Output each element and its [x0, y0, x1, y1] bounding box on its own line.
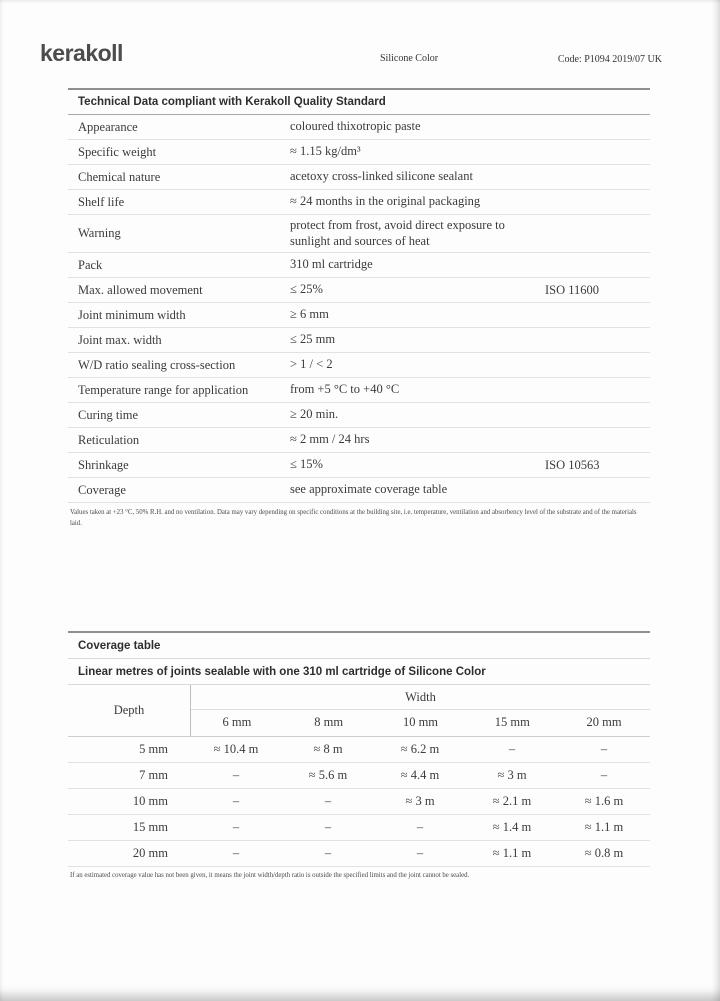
width-group-header: Width — [191, 685, 650, 710]
property-value: ≤ 15% — [290, 457, 323, 472]
coverage-value: ≈ 3 m — [405, 794, 435, 808]
width-column-header: 15 mm — [494, 715, 530, 729]
width-columns-group — [190, 685, 650, 736]
property-label: Shrinkage — [78, 457, 129, 472]
technical-data-row — [68, 428, 650, 453]
depth-value: 7 mm — [139, 768, 168, 782]
technical-data-row — [68, 115, 650, 140]
property-label: Coverage — [78, 482, 126, 497]
coverage-value: ≈ 5.6 m — [308, 768, 348, 782]
property-value: coloured thixotropic paste — [290, 119, 421, 134]
coverage-value: – — [232, 794, 240, 808]
coverage-value: ≈ 1.6 m — [584, 794, 624, 808]
technical-data-row — [68, 328, 650, 353]
technical-data-row — [68, 378, 650, 403]
coverage-table-section — [68, 631, 650, 879]
property-label: Joint max. width — [78, 332, 162, 347]
property-value: acetoxy cross-linked silicone sealant — [290, 169, 473, 184]
coverage-value: – — [416, 846, 424, 860]
standard-reference: ISO 10563 — [545, 457, 600, 472]
property-label: W/D ratio sealing cross-section — [78, 357, 236, 372]
coverage-value: – — [324, 794, 332, 808]
width-subheaders — [191, 710, 650, 736]
coverage-footnote: If an estimated coverage value has not been given, it means the joint width/depth ratio is outside the specified limits and the joint cannot be sealed. — [70, 872, 470, 879]
standard-reference: ISO 11600 — [545, 282, 600, 297]
technical-data-row — [68, 303, 650, 328]
coverage-table-title: Coverage table — [68, 631, 650, 659]
property-label: Curing time — [78, 407, 139, 422]
property-value: see approximate coverage table — [290, 482, 448, 497]
property-label: Chemical nature — [78, 169, 161, 184]
property-value: 310 ml cartridge — [290, 257, 373, 272]
technical-data-row — [68, 353, 650, 378]
property-label: Specific weight — [78, 144, 157, 159]
property-label: Reticulation — [78, 432, 140, 447]
width-column-header: 20 mm — [586, 715, 622, 729]
coverage-value: – — [324, 820, 332, 834]
coverage-value: ≈ 4.4 m — [400, 768, 440, 782]
coverage-row — [68, 763, 650, 789]
document-code: Code: P1094 2019/07 UK — [557, 54, 662, 65]
property-label: Shelf life — [78, 194, 125, 209]
property-label: Pack — [78, 257, 103, 272]
property-value: ≥ 6 mm — [290, 307, 329, 322]
technical-data-row — [68, 140, 650, 165]
document-header — [40, 42, 662, 65]
coverage-value: ≈ 1.4 m — [492, 820, 532, 834]
coverage-row — [68, 815, 650, 841]
coverage-value: – — [508, 742, 516, 756]
property-value: protect from frost, avoid direct exposure to sunlight and sources of heat — [290, 218, 505, 248]
coverage-value: – — [324, 846, 332, 860]
width-column-header: 6 mm — [222, 715, 252, 729]
coverage-value: – — [232, 846, 240, 860]
property-label: Appearance — [78, 119, 138, 134]
property-value: ≈ 1.15 kg/dm³ — [290, 144, 361, 159]
technical-data-row — [68, 190, 650, 215]
coverage-value: – — [416, 820, 424, 834]
property-value: ≈ 24 months in the original packaging — [290, 194, 481, 209]
property-label: Temperature range for application — [78, 382, 249, 397]
technical-data-table — [68, 88, 650, 530]
property-value: ≤ 25% — [290, 282, 323, 297]
technical-data-row — [68, 253, 650, 278]
depth-value: 15 mm — [132, 820, 168, 834]
depth-value: 10 mm — [132, 794, 168, 808]
coverage-value: ≈ 6.2 m — [400, 742, 440, 756]
coverage-value: – — [232, 768, 240, 782]
property-value: > 1 / < 2 — [290, 357, 333, 372]
coverage-value: ≈ 0.8 m — [584, 846, 624, 860]
depth-value: 20 mm — [132, 846, 168, 860]
coverage-value: ≈ 1.1 m — [492, 846, 532, 860]
property-value: ≥ 20 min. — [290, 407, 339, 422]
width-column-header: 8 mm — [314, 715, 344, 729]
coverage-value: ≈ 2.1 m — [492, 794, 532, 808]
coverage-table-subtitle: Linear metres of joints sealable with one 310 ml cartridge of Silicone Color — [68, 659, 650, 685]
technical-data-row — [68, 165, 650, 190]
coverage-value: ≈ 8 m — [313, 742, 343, 756]
property-value: ≈ 2 mm / 24 hrs — [290, 432, 370, 447]
technical-data-row — [68, 453, 650, 478]
property-value: ≤ 25 mm — [290, 332, 336, 347]
property-label: Joint minimum width — [78, 307, 186, 322]
technical-data-row — [68, 478, 650, 503]
width-column-header: 10 mm — [402, 715, 439, 729]
kerakoll-logo: kerakoll — [40, 40, 123, 66]
coverage-value: ≈ 1.1 m — [584, 820, 624, 834]
technical-footnote: Values taken at +23 °C, 50% R.H. and no ventilation. Data may vary depending on specific conditions at the building site, i.e. temperature, ventilation and absorbency level of the substrate and of the materials laid. — [70, 509, 637, 528]
technical-data-row — [68, 215, 650, 253]
coverage-row — [68, 789, 650, 815]
technical-data-title: Technical Data compliant with Kerakoll Quality Standard — [68, 88, 650, 115]
technical-data-row — [68, 403, 650, 428]
coverage-value: – — [232, 820, 240, 834]
coverage-row — [68, 841, 650, 867]
property-value: from +5 °C to +40 °C — [290, 382, 400, 397]
coverage-value: – — [600, 768, 608, 782]
coverage-row — [68, 737, 650, 763]
depth-column-header: Depth — [113, 703, 145, 717]
property-label: Max. allowed movement — [78, 282, 203, 297]
technical-data-row — [68, 278, 650, 303]
coverage-value: – — [600, 742, 608, 756]
coverage-value: ≈ 3 m — [497, 768, 527, 782]
coverage-table-header — [68, 685, 650, 737]
property-label: Warning — [78, 226, 121, 241]
document-title: Silicone Color — [380, 53, 439, 64]
coverage-value: ≈ 10.4 m — [213, 742, 259, 756]
depth-value: 5 mm — [139, 742, 168, 756]
